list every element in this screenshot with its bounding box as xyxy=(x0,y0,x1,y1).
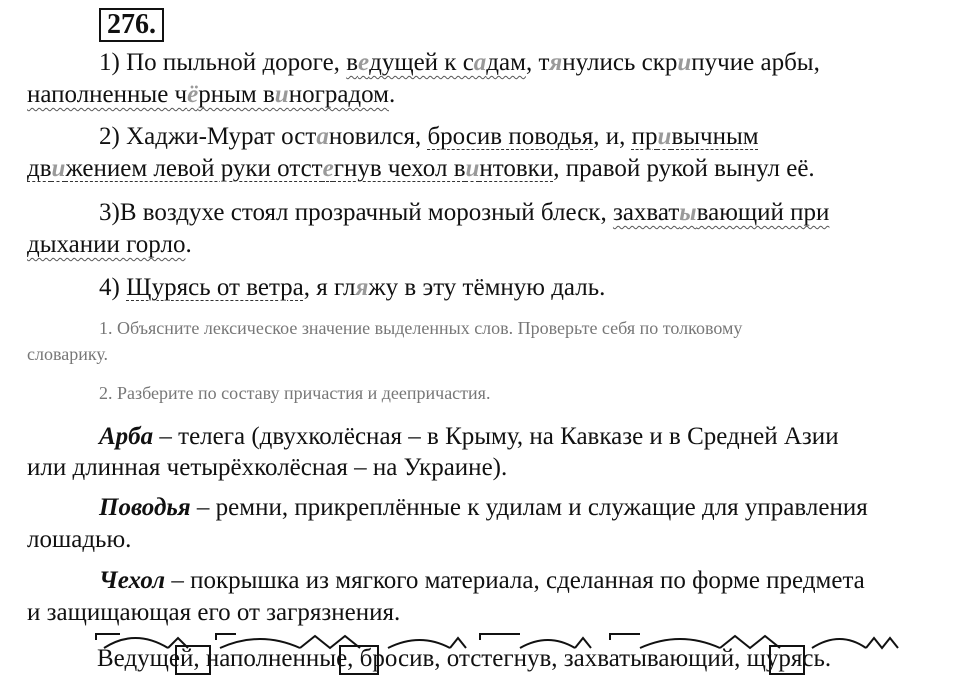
definition-chehol-line-1: Чехол – покрышка из мягкого материала, сделанная по форме предмета xyxy=(99,567,865,594)
task-1-line-2: словарику. xyxy=(27,344,109,364)
sentence-1-line-1: 1) По пыльной дороге, ведущей к садам, тянулись скрипучие арбы, xyxy=(99,49,820,76)
sentence-2-line-2: движением левой руки отстегнув чехол винтовки, правой рукой вынул её. xyxy=(27,155,815,182)
morpheme-analysis-line: Ведущей, наполненные, бросив, отстегнув, захватывающий, щурясь. xyxy=(97,645,832,672)
task-1-line-1: 1. Объясните лексическое значение выделенных слов. Проверьте себя по толковому xyxy=(99,318,743,338)
gerund-brosiv: бросив поводья xyxy=(427,123,594,150)
gerund-phrase-start: привычным xyxy=(631,123,759,150)
term-arba: Арба xyxy=(99,423,154,450)
participle-zahvatyvayushchiy: захватывающий при xyxy=(612,199,830,226)
definition-chehol-line-2: и защищающая его от загрязнения. xyxy=(27,599,401,626)
sentence-2-line-1: 2) Хаджи-Мурат остановился, бросив поводья, и, привычным xyxy=(99,123,759,150)
participle-napolnennye: наполненные чёрным виноградом xyxy=(27,81,389,108)
definition-arba-line-1: Арба – телега (двухколёсная – в Крыму, на Кавказе и в Средней Азии xyxy=(99,423,839,450)
prefix-corner xyxy=(96,634,120,640)
suffix-hat xyxy=(866,638,898,648)
task-2: 2. Разберите по составу причастия и деепричастия. xyxy=(99,383,491,403)
definition-povodya-line-2: лошадью. xyxy=(27,526,132,553)
definition-arba-line-2: или длинная четырёхколёсная – на Украине). xyxy=(27,454,508,481)
text: 1) По пыльной дороге, xyxy=(99,49,347,76)
definition-povodya-line-1: Поводья – ремни, прикреплённые к удилам и служащие для управления xyxy=(99,494,868,521)
gerund-shchuryas: Щурясь от ветра xyxy=(126,274,304,301)
sentence-4: 4) Щурясь от ветра, я гляжу в эту тёмную даль. xyxy=(99,274,606,301)
sentence-3-line-2: дыхании горло. xyxy=(27,231,192,258)
prefix-corner xyxy=(216,634,236,640)
term-povodya: Поводья xyxy=(99,494,191,521)
gerund-phrase-otstegnuv: движением левой руки отстегнув чехол винтовки xyxy=(27,155,554,182)
prefix-corner xyxy=(610,634,640,640)
prefix-corner xyxy=(480,634,520,640)
term-chehol: Чехол xyxy=(99,567,166,594)
exercise-number: 276. xyxy=(99,8,164,42)
participle-vedushchey: ведущей к садам xyxy=(346,49,526,76)
sentence-1-line-2: наполненные чёрным виноградом. xyxy=(27,81,396,108)
participle-phrase-end: дыхании горло xyxy=(27,231,186,258)
sentence-3-line-1: 3)В воздухе стоял прозрачный морозный блеск, захватывающий при xyxy=(99,199,830,226)
